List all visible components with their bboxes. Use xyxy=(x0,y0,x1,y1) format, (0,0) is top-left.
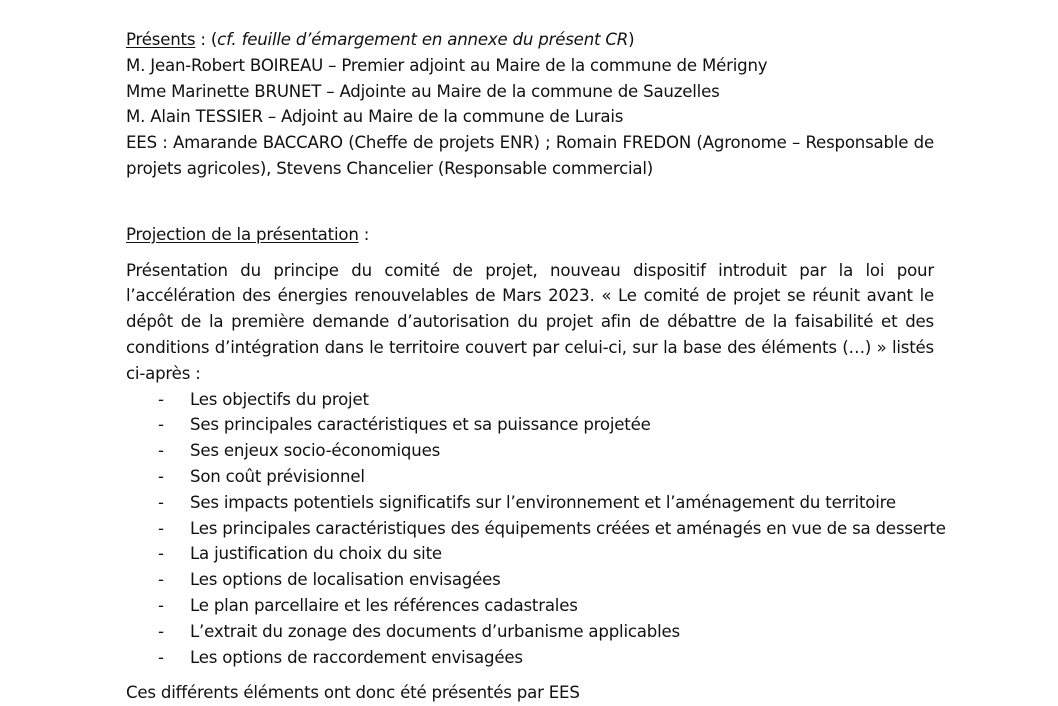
spacer xyxy=(126,670,934,680)
presents-line xyxy=(126,27,934,53)
ees-attendees: EES : Amarande BACCARO (Cheffe de projets ENR) ; Romain FREDON (Agronome – Responsable de projets agricoles), Stevens Chancelier (Responsable commercial) xyxy=(126,133,934,178)
presents-note: cf. feuille d’émargement en annexe du présent CR xyxy=(217,30,629,49)
list-item xyxy=(126,490,934,516)
projection-paragraph: Présentation du principe du comité de projet, nouveau dispositif introduit par la loi pour l’accélération des énergies renouvelables de Mars 2023. « Le comité de projet se réunit avant le dépôt de la première demande d’autorisation du projet afin de débattre de la faisabilité et des conditions d’intégration dans le territoire couvert par celui-ci, sur la base des éléments (…) » listés ci-après : xyxy=(126,260,934,383)
conclusion-text: Ces différents éléments ont donc été présentés par EES xyxy=(126,683,580,703)
dash-bullet: - xyxy=(158,595,164,615)
list-item xyxy=(126,412,934,438)
dash-bullet: - xyxy=(158,544,164,564)
list-item xyxy=(126,619,934,645)
dash-bullet: - xyxy=(158,389,164,409)
list-item-text: Les objectifs du projet xyxy=(190,389,369,409)
list-item xyxy=(126,567,934,593)
items-list xyxy=(126,387,946,671)
list-item-text: Les options de localisation envisagées xyxy=(190,570,501,590)
spacer xyxy=(126,182,934,222)
list-item-text: Les principales caractéristiques des équipements créées et aménagés en vue de sa desserte xyxy=(190,518,946,538)
attendee-line: M. Alain TESSIER – Adjoint au Maire de la commune de Lurais xyxy=(126,107,624,127)
list-item-text: Ses principales caractéristiques et sa puissance projetée xyxy=(190,415,651,435)
list-item-text: Ses impacts potentiels significatifs sur l’environnement et l’aménagement du territoire xyxy=(190,492,896,512)
dash-bullet: - xyxy=(158,415,164,435)
list-item-text: Le plan parcellaire et les références cadastrales xyxy=(190,595,578,615)
projection-heading: Projection de la présentation xyxy=(126,224,359,244)
presents-separator: : ( xyxy=(195,30,218,49)
list-item-text: La justification du choix du site xyxy=(190,544,442,564)
attendee-line: Mme Marinette BRUNET – Adjointe au Maire de la commune de Sauzelles xyxy=(126,81,720,101)
dash-bullet: - xyxy=(158,466,164,486)
list-item xyxy=(126,541,934,567)
presents-close: ) xyxy=(628,30,635,49)
list-item xyxy=(126,516,946,542)
list-item xyxy=(126,438,934,464)
dash-bullet: - xyxy=(158,570,164,590)
list-item xyxy=(126,387,934,413)
presents-heading: Présents xyxy=(126,30,196,49)
spacer xyxy=(126,248,934,258)
dash-bullet: - xyxy=(158,621,164,641)
list-item-text: Son coût prévisionnel xyxy=(190,466,365,486)
attendee-line: M. Jean-Robert BOIREAU – Premier adjoint au Maire de la commune de Mérigny xyxy=(126,55,768,75)
list-item xyxy=(126,645,934,671)
dash-bullet: - xyxy=(158,441,164,461)
projection-separator: : xyxy=(358,224,370,244)
list-item-text: Les options de raccordement envisagées xyxy=(190,647,523,667)
list-item xyxy=(126,593,934,619)
dash-bullet: - xyxy=(158,518,164,538)
list-item xyxy=(126,464,934,490)
list-item-text: Ses enjeux socio-économiques xyxy=(190,441,441,461)
list-item-text: L’extrait du zonage des documents d’urbanisme applicables xyxy=(190,621,680,641)
dash-bullet: - xyxy=(158,492,164,512)
dash-bullet: - xyxy=(158,647,164,667)
document-page xyxy=(126,27,946,706)
projection-heading-line xyxy=(126,222,934,248)
